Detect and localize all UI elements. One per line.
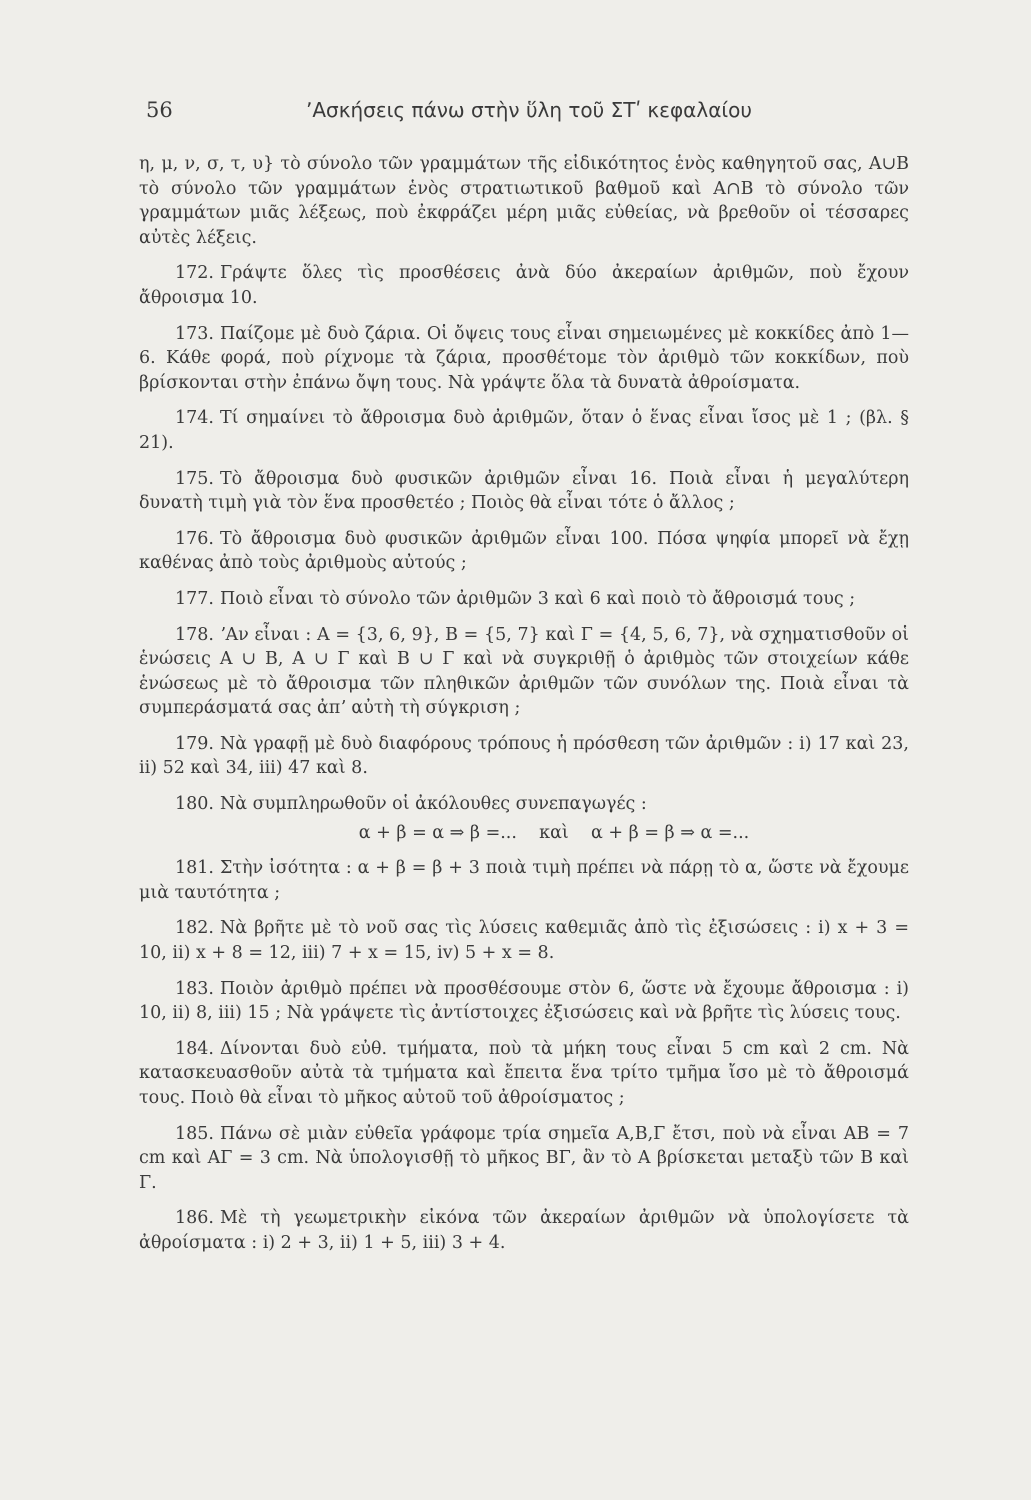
exercise-182 xyxy=(139,916,909,965)
exercise-186 xyxy=(139,1206,909,1255)
exercise-text: Νὰ συμπληρωθοῦν οἱ ἀκόλουθες συνεπαγωγές : xyxy=(219,794,647,815)
page-content xyxy=(139,152,909,1267)
exercise-number: 184. xyxy=(175,1038,214,1059)
exercise-176 xyxy=(139,527,909,576)
exercise-text: Νὰ βρῆτε μὲ τὸ νοῦ σας τὶς λύσεις καθεμιᾶς ἀπὸ τὶς ἐξισώσεις : i) x + 3 = 10, ii) x + 8 = 12, iii) 7 + x = 15, iv) 5 + x = 8. xyxy=(139,918,909,964)
exercise-174 xyxy=(139,406,909,455)
exercise-text: Ποιὸ εἶναι τὸ σύνολο τῶν ἀριθμῶν 3 καὶ 6 καὶ ποιὸ τὸ ἄθροισμά τους ; xyxy=(219,588,856,609)
exercise-number: 176. xyxy=(175,528,214,549)
page-number: 56 xyxy=(146,98,173,122)
exercise-number: 185. xyxy=(175,1123,214,1144)
exercise-number: 174. xyxy=(175,408,214,429)
exercise-number: 172. xyxy=(175,263,214,284)
exercise-180 xyxy=(139,792,909,817)
exercise-number: 182. xyxy=(175,918,214,939)
running-title: ʼΑσκήσεις πάνω στὴν ὕλη τοῦ ΣΤʹ κεφαλαίου xyxy=(306,98,752,122)
exercise-number: 179. xyxy=(175,733,214,754)
exercise-text: Τὸ ἄθροισμα δυὸ φυσικῶν ἀριθμῶν εἶναι 16. Ποιὰ εἶναι ἡ μεγαλύτερη δυνατὴ τιμὴ γιὰ τὸν ἕνα προσθετέο ; Ποιὸς θὰ εἶναι τότε ὁ ἄλλος ; xyxy=(139,468,909,514)
exercise-text: Πάνω σὲ μιὰν εὐθεῖα γράφομε τρία σημεῖα A,B,Γ ἔτσι, ποὺ νὰ εἶναι AB = 7 cm καὶ AΓ = 3 cm. Νὰ ὑπολογισθῇ τὸ μῆκος BΓ, ἂν τὸ A βρίσκεται μεταξὺ τῶν B καὶ Γ. xyxy=(139,1123,909,1193)
exercise-number: 175. xyxy=(175,468,214,489)
exercise-number: 173. xyxy=(175,323,214,344)
exercise-text: Παίζομε μὲ δυὸ ζάρια. Οἱ ὄψεις τους εἶναι σημειωμένες μὲ κοκκίδες ἀπὸ 1—6. Κάθε φορά, ποὺ ρίχνομε τὰ ζάρια, προσθέτομε τὸν ἀριθμὸ τῶν κοκκίδων, ποὺ βρίσκονται στὴν ἐπάνω ὄψη τους. Νὰ γράψτε ὅλα τὰ δυνατὰ ἀθροίσματα. xyxy=(139,323,909,393)
exercise-179 xyxy=(139,732,909,781)
exercise-178 xyxy=(139,623,909,721)
exercise-text: Μὲ τὴ γεωμετρικὴν εἰκόνα τῶν ἀκεραίων ἀριθμῶν νὰ ὑπολογίσετε τὰ ἀθροίσματα : i) 2 + 3, ii) 1 + 5, iii) 3 + 4. xyxy=(139,1208,909,1253)
exercise-text: Γράψτε ὅλες τὶς προσθέσεις ἀνὰ δύο ἀκεραίων ἀριθμῶν, ποὺ ἔχουν ἄθροισμα 10. xyxy=(139,263,909,308)
exercise-number: 183. xyxy=(175,978,214,999)
exercise-183 xyxy=(139,977,909,1026)
exercise-number: 180. xyxy=(175,794,214,815)
exercise-177 xyxy=(139,587,909,612)
exercise-text: Νὰ γραφῇ μὲ δυὸ διαφόρους τρόπους ἡ πρόσθεση τῶν ἀριθμῶν : i) 17 καὶ 23, ii) 52 καὶ 34, iii) 47 καὶ 8. xyxy=(139,733,909,779)
exercise-number: 177. xyxy=(175,588,214,609)
exercise-180-formula: α + β = α ⇒ β =... καὶ α + β = β ⇒ α =... xyxy=(358,822,750,843)
exercise-number: 178. xyxy=(175,624,214,645)
exercise-text: Τὸ ἄθροισμα δυὸ φυσικῶν ἀριθμῶν εἶναι 100. Πόσα ψηφία μπορεῖ νὰ ἔχῃ καθένας ἀπὸ τοὺς ἀριθμοὺς αὐτούς ; xyxy=(139,528,909,574)
exercise-text: Τί σημαίνει τὸ ἄθροισμα δυὸ ἀριθμῶν, ὅταν ὁ ἕνας εἶναι ἴσος μὲ 1 ; (βλ. § 21). xyxy=(139,408,909,453)
exercise-175 xyxy=(139,467,909,516)
exercise-text: Ποιὸν ἀριθμὸ πρέπει νὰ προσθέσουμε στὸν 6, ὥστε νὰ ἔχουμε ἄθροισμα : i) 10, ii) 8, iii) 15 ; Νὰ γράψετε τὶς ἀντίστοιχες ἐξισώσεις καὶ νὰ βρῆτε τὶς λύσεις τους. xyxy=(139,978,909,1024)
exercise-181 xyxy=(139,856,909,905)
exercise-172 xyxy=(139,261,909,310)
exercise-173 xyxy=(139,322,909,396)
exercise-text: ʼΑν εἶναι : A = {3, 6, 9}, B = {5, 7} καὶ Γ = {4, 5, 6, 7}, νὰ σχηματισθοῦν οἱ ἑνώσεις A ∪ B, A ∪ Γ καὶ B ∪ Γ καὶ νὰ συγκριθῇ ὁ ἀριθμὸς τῶν στοιχείων κάθε ἑνώσεως μὲ τὸ ἄθροισμα τῶν πληθικῶν ἀριθμῶν τῶν συνόλων της. Ποιὰ εἶναι τὰ συμπεράσματά σας ἀπʼ αὐτὴ τὴ σύγκριση ; xyxy=(139,624,909,719)
exercise-185 xyxy=(139,1122,909,1196)
exercise-number: 181. xyxy=(175,858,214,879)
exercise-number: 186. xyxy=(175,1208,214,1229)
exercise-184 xyxy=(139,1037,909,1111)
exercise-text: Δίνονται δυὸ εὐθ. τμήματα, ποὺ τὰ μήκη τους εἶναι 5 cm καὶ 2 cm. Νὰ κατασκευασθοῦν αὐτὰ τὰ τμήματα καὶ ἔπειτα ἕνα τρίτο τμῆμα ἴσο μὲ τὸ ἄθροισμά τους. Ποιὸ θὰ εἶναι τὸ μῆκος αὐτοῦ τοῦ ἀθροίσματος ; xyxy=(139,1038,909,1108)
intro-paragraph: η, μ, ν, σ, τ, υ} τὸ σύνολο τῶν γραμμάτων τῆς εἰδικότητος ἑνὸς καθηγητοῦ σας, A∪B τὸ σύνολο τῶν γραμμάτων ἑνὸς στρατιωτικοῦ βαθμοῦ καὶ A∩B τὸ σύνολο τῶν γραμμάτων μιᾶς λέξεως, ποὺ ἐκφράζει μέρη μιᾶς εὐθείας, νὰ βρεθοῦν οἱ τέσσαρες αὐτὲς λέξεις. xyxy=(139,154,909,248)
exercise-text: Στὴν ἰσότητα : α + β = β + 3 ποιὰ τιμὴ πρέπει νὰ πάρῃ τὸ α, ὥστε νὰ ἔχουμε μιὰ ταυτότητα ; xyxy=(139,858,909,903)
